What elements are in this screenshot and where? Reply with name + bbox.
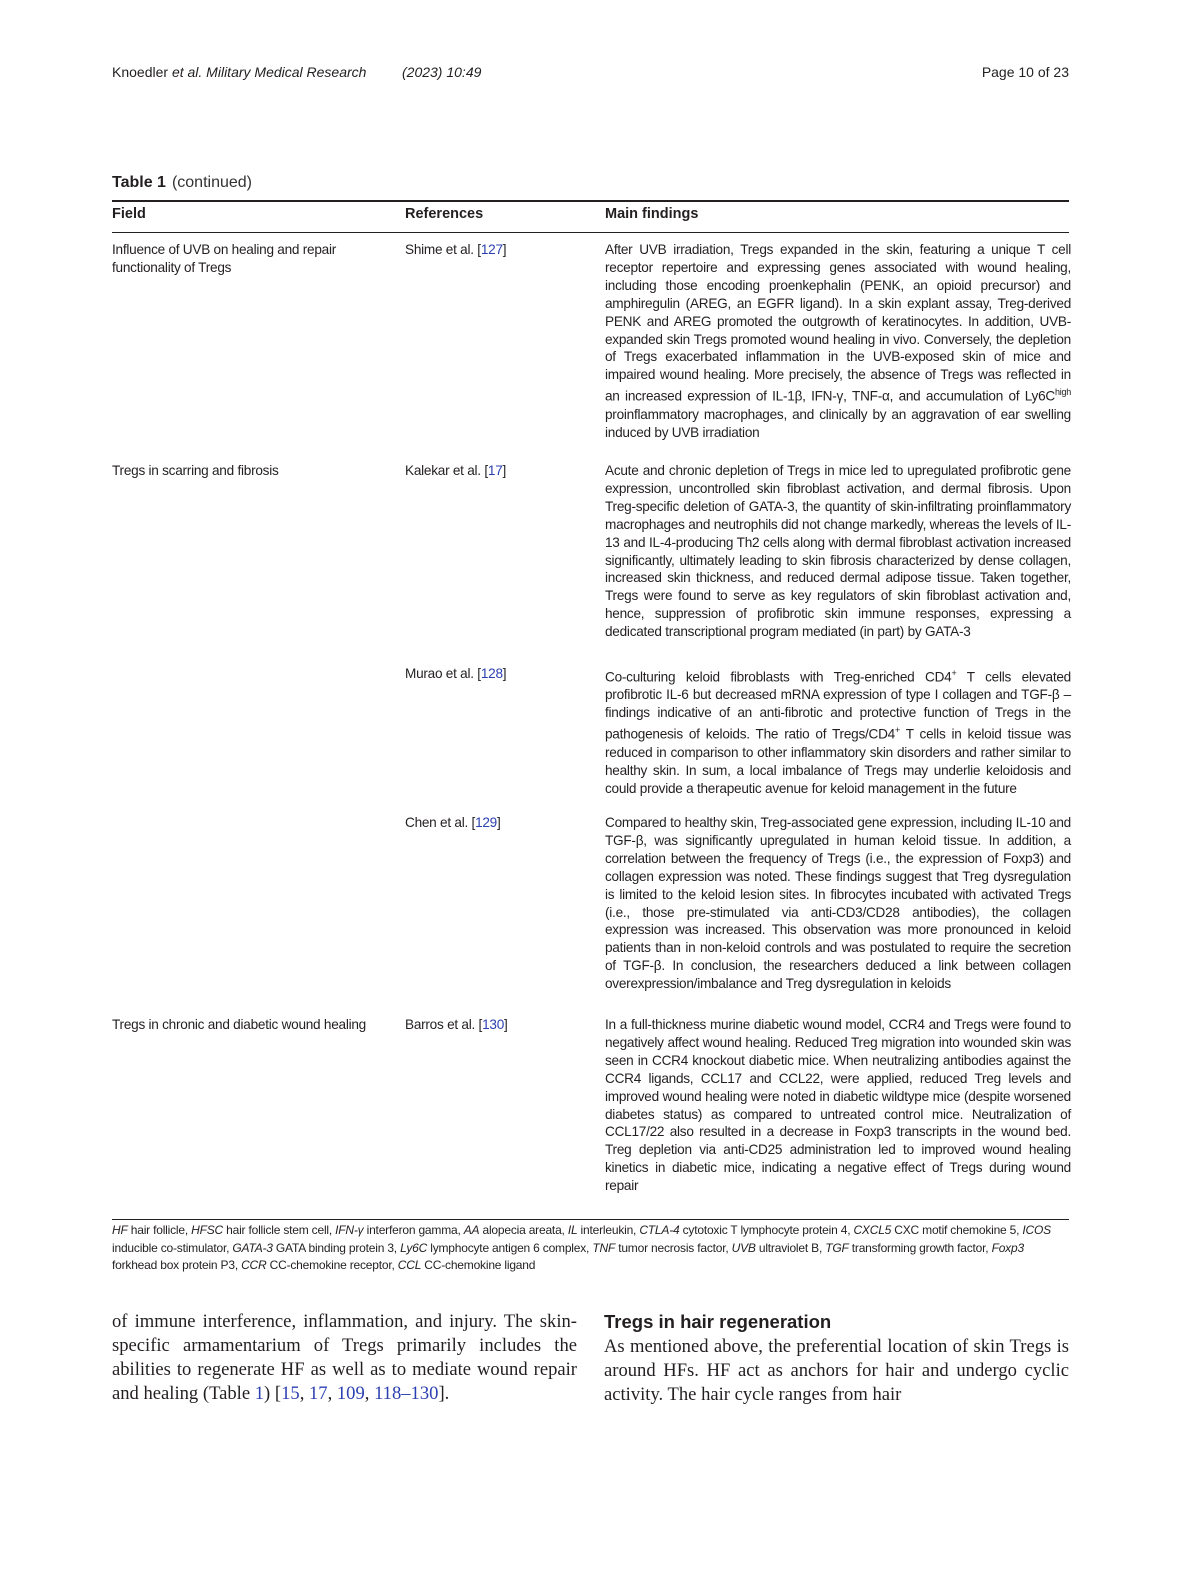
- abbreviation-definition: GATA binding protein 3,: [272, 1240, 401, 1255]
- superscript-plus: +: [951, 668, 957, 678]
- abbreviation: TGF: [825, 1240, 849, 1255]
- abbreviation-definition: cytotoxic T lymphocyte protein 4,: [679, 1223, 854, 1237]
- abbreviation: HFSC: [191, 1223, 223, 1237]
- header-page-number: Page 10 of 23: [981, 64, 1069, 80]
- citation-link[interactable]: 109: [336, 1383, 365, 1404]
- paragraph-text: of immune interference, inflammation, and injury. The skin-specific armamentarium of Tregs primarily includes the abilities to regenerate HF as well as to mediate wound repair and healing (Table: [112, 1311, 577, 1404]
- findings-text: Co-culturing keloid fibroblasts with Treg-enriched CD4: [605, 669, 952, 685]
- abbreviation-definition: tumor necrosis factor,: [615, 1240, 732, 1255]
- running-header: [112, 64, 1069, 84]
- abbreviation: UVB: [731, 1240, 756, 1255]
- abbreviation-definition: CXC motif chemokine 5,: [891, 1223, 1023, 1237]
- abbreviation-definition: ultraviolet B,: [755, 1240, 826, 1255]
- reference-link[interactable]: 127: [480, 242, 503, 257]
- reference-text: Kalekar et al. [: [405, 463, 488, 478]
- reference-text: Chen et al. [: [405, 815, 476, 830]
- citation-link[interactable]: 15: [281, 1383, 300, 1404]
- reference-text: Barros et al. [: [405, 1017, 483, 1032]
- abbreviation-definition: forkhead box protein P3,: [112, 1258, 242, 1272]
- column-header-references: References: [405, 206, 484, 222]
- table-ref-link[interactable]: 1: [254, 1383, 265, 1404]
- row-3-reference: Murao et al. [128]: [405, 666, 507, 681]
- table-bottom-rule: [112, 1219, 1069, 1220]
- abbreviation: ICOS: [1022, 1223, 1051, 1237]
- row-5-field: Tregs in chronic and diabetic wound healing: [112, 1017, 366, 1032]
- abbreviation: CXCL5: [853, 1223, 892, 1237]
- abbreviation: CCL: [397, 1258, 422, 1272]
- abbreviation-definition: hair follicle stem cell,: [222, 1223, 336, 1237]
- abbreviation: HF: [112, 1223, 128, 1237]
- paragraph-text: ].: [438, 1383, 450, 1404]
- abbreviation-definition: inducible co-stimulator,: [112, 1240, 233, 1255]
- abbreviation: CCR: [241, 1258, 267, 1272]
- findings-text: T cells in keloid tissue was reduced in comparison to other inflammatory skin disorders and rather similar to healthy skin. In sum, a local imbalance of Tregs may underlie keloidosis and could provide a therapeutic avenue for keloid management in the future: [605, 726, 1072, 796]
- row-1-field: Influence of UVB on healing and repair functionality of Tregs: [112, 242, 337, 275]
- separator: ,: [364, 1383, 375, 1404]
- abbreviation: TNF: [592, 1240, 616, 1255]
- column-header-field: Field: [112, 206, 146, 222]
- header-citation: [112, 64, 366, 80]
- abbreviation-definition: hair follicle,: [127, 1223, 192, 1237]
- row-4-reference: Chen et al. [129]: [405, 815, 501, 830]
- table-title: [112, 174, 252, 192]
- abbreviation-definition: interferon gamma,: [363, 1223, 464, 1237]
- header-authors: Knoedler: [112, 64, 172, 80]
- table-top-rule: [112, 200, 1069, 202]
- reference-text: Murao et al. [: [405, 666, 481, 681]
- row-5-reference: Barros et al. [130]: [405, 1017, 508, 1032]
- table-header-rule: [112, 232, 1069, 233]
- separator: ,: [327, 1383, 337, 1404]
- row-4-findings: Compared to healthy skin, Treg-associated gene expression, including IL-10 and TGF-β, was significantly upregulated in human keloid tissue. In addition, a correlation between the frequency of Tregs (i.e., the expression of Foxp3) and collagen expression was noted. These findings suggest that Treg dysregulation is limited to the keloid lesion sites. In fibrocytes incubated with activated Tregs (i.e., those pre-stimulated via anti-CD3/CD28 antibodies), the collagen expression was increased. This observation was more pronounced in keloid patients than in non-keloid controls and was postulated to require the secretion of TGF-β. In conclusion, the researchers deduced a link between collagen overexpression/imbalance and Treg dysregulation in keloids: [605, 815, 1071, 992]
- body-column-left: [112, 1310, 577, 1406]
- row-3-findings: [605, 665, 1071, 797]
- abbreviation: AA: [463, 1223, 480, 1237]
- abbreviation-definition: CC-chemokine ligand: [421, 1258, 536, 1272]
- row-1-findings: [605, 241, 1071, 442]
- reference-link[interactable]: 129: [475, 815, 497, 830]
- reference-link[interactable]: 130: [482, 1017, 505, 1032]
- abbreviation: Ly6C: [400, 1240, 428, 1255]
- findings-text: proinflammatory macrophages, and clinically by an aggravation of ear swelling induced by UVB irradiation: [605, 406, 1071, 440]
- superscript-plus: +: [894, 725, 900, 736]
- header-year: (2023) 10:49: [402, 64, 482, 80]
- section-heading: Tregs in hair regeneration: [604, 1311, 832, 1332]
- row-2-findings: Acute and chronic depletion of Tregs in mice led to upregulated profibrotic gene expression, uncontrolled skin fibroblast activation, and dermal fibrosis. Upon Treg-specific deletion of GATA-3, the quantity of skin-infiltrating proinflammatory macrophages and neutrophils did not change markedly, whereas the levels of IL-13 and IL-4-producing Th2 cells along with dermal fibroblast activation increased significantly, ultimately leading to skin fibrosis characterized by dense collagen, increased skin thickness, and reduced dermal adipose tissue. Taken together, Tregs were found to serve as key regulators of skin fibroblast activation and, hence, suppression of profibrotic skin immune responses, expressing a dedicated transcriptional program mediated (in part) by GATA-3: [605, 463, 1071, 640]
- abbreviation: IFN-γ: [335, 1223, 364, 1237]
- column-header-main-findings: Main findings: [605, 206, 699, 222]
- reference-text: Shime et al. [: [405, 242, 481, 257]
- abbreviation-definition: lymphocyte antigen 6 complex,: [427, 1240, 593, 1255]
- reference-link[interactable]: 128: [480, 666, 503, 681]
- row-2-field: Tregs in scarring and fibrosis: [112, 463, 279, 478]
- abbreviation-definition: interleukin,: [577, 1223, 640, 1237]
- paragraph-text: As mentioned above, the preferential location of skin Tregs is around HFs. HF act as anchors for hair and undergo cyclic activity. The hair cycle ranges from hair: [604, 1336, 1069, 1405]
- body-column-right: [604, 1310, 1069, 1407]
- table-continued: (continued): [171, 174, 252, 191]
- separator: ,: [299, 1383, 309, 1404]
- row-2-reference: Kalekar et al. [17]: [405, 463, 507, 478]
- abbreviation: GATA-3: [232, 1240, 273, 1255]
- findings-text: After UVB irradiation, Tregs expanded in the skin, featuring a unique T cell receptor repertoire and expressing genes associated with wound healing, including those encoding proenkephalin (PENK, an opioid precursor) and amphiregulin (AREG, an EGFR ligand). In a skin explant assay, Treg-derived PENK and AREG promoted the outgrowth of keratinocytes. In addition, UVB-expanded skin Tregs promoted wound healing in vivo. Conversely, the depletion of Tregs exacerbated inflammation in the UVB-exposed skin of mice and impaired wound healing. More precisely, the absence of Tregs was reflected in an increased expression of IL-1β, IFN-γ, TNF-α, and accumulation of Ly6C: [605, 242, 1071, 404]
- citation-link[interactable]: 118–130: [374, 1383, 439, 1404]
- abbreviation-definition: CC-chemokine receptor,: [266, 1258, 398, 1272]
- header-et-al: et al.: [171, 64, 203, 80]
- citation-link[interactable]: 17: [308, 1383, 328, 1404]
- paragraph-text: ) [: [264, 1383, 282, 1404]
- superscript-high: high: [1054, 387, 1071, 398]
- abbreviation-definition: alopecia areata,: [479, 1223, 568, 1237]
- abbreviation-definition: transforming growth factor,: [848, 1240, 992, 1255]
- reference-link[interactable]: 17: [487, 463, 503, 478]
- table-label: Table 1: [112, 174, 166, 191]
- row-1-reference: Shime et al. [127]: [405, 242, 507, 257]
- abbreviation: CTLA-4: [639, 1223, 680, 1237]
- findings-text: T cells elevated profibrotic IL-6 but decreased mRNA expression of type I collagen and TGF-β – findings indicative of an anti-fibrotic and protective function of Tregs in the pathogenesis of keloids. The ratio of Tregs/CD4: [605, 669, 1071, 742]
- row-5-findings: In a full-thickness murine diabetic wound model, CCR4 and Tregs were found to negatively affect wound healing. Reduced Treg migration into wounded skin was seen in CCR4 knockout diabetic mice. When neutralizing antibodies against the CCR4 ligands, CCL17 and CCL22, were applied, reduced Treg levels and improved wound healing were noted in diabetic wildtype mice (despite worsened diabetes status) as compared to untreated control mice. Neutralization of CCL17/22 also resulted in a decrease in Foxp3 transcripts in the wound bed. Treg depletion via anti-CD25 administration led to improved wound healing kinetics in diabetic mice, indicating a negative effect of Tregs during wound repair: [605, 1017, 1071, 1194]
- abbreviation: IL: [567, 1223, 578, 1237]
- header-journal: Military Medical Research: [202, 64, 367, 80]
- abbreviation: Foxp3: [991, 1240, 1024, 1255]
- table-footnote: [112, 1222, 1072, 1275]
